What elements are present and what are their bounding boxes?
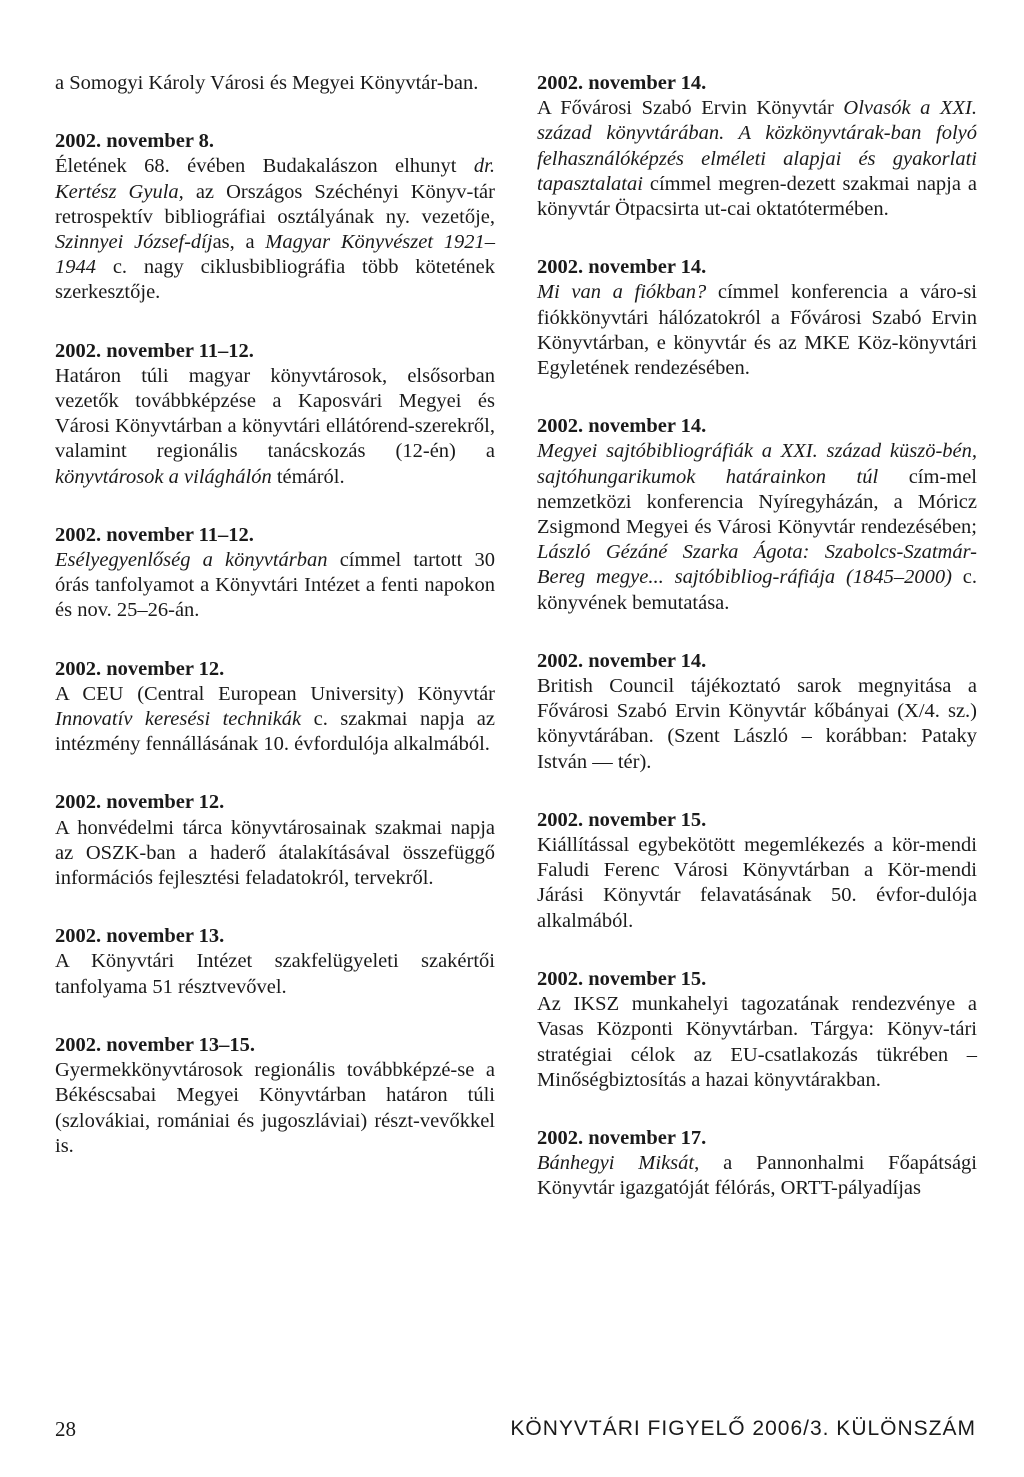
entry-text (55, 682, 495, 758)
entry-date: 2002. november 14. (537, 415, 707, 438)
chronology-entry (537, 808, 977, 934)
chronology-entry (537, 255, 977, 381)
right-entries (537, 71, 977, 1202)
entry-text (55, 816, 495, 892)
entry-italic-text: Bánhegyi Miksát (537, 1152, 695, 1175)
entry-text (537, 992, 977, 1093)
entry-italic-text: Magyar Könyvészet 1921–1944 (55, 231, 495, 279)
entry-date: 2002. november 12. (55, 657, 225, 680)
entry-date: 2002. november 12. (55, 791, 225, 814)
entry-text-run: címmel megren-dezett szakmai napja a könyvtár Ötpacsirta ut-cai oktatótermében. (537, 172, 977, 221)
entry-italic-text: Esélyegyenlőség a könyvtárban (55, 549, 328, 572)
entry-text-run: British Council tájékoztató sarok megnyitása a Fővárosi Szabó Ervin Könyvtár kőbányai (X/4. sz.) könyvtárában. (Szent László – korábban: Pataky István — tér). (537, 675, 977, 773)
entry-italic-text: könyvtárosok a világhálón (55, 465, 272, 488)
entry-date: 2002. november 13–15. (55, 1033, 256, 1056)
entry-text-run: c. könyvének bemutatása. (537, 566, 977, 614)
chronology-entry (55, 129, 495, 305)
entry-text (55, 949, 495, 999)
entry-text-run: , a Pannonhalmi Főapátsági Könyvtár igazgatóját félórás, ORTT-pályadíjas (537, 1152, 977, 1200)
entry-italic-text: Olvasók a XXI. század könyvtárában. A közkönyvtárak-ban folyó felhasználóképzés elméleti alapjai és gyakorlati tapasztalatai (537, 97, 977, 195)
entry-text-run: címmel tartott 30 órás tanfolyamot a Könyvtári Intézet a fenti napokon és nov. 25–26-án. (55, 549, 495, 622)
entry-text (537, 674, 977, 775)
entry-text (55, 154, 495, 305)
chronology-entry (55, 790, 495, 891)
entry-italic-text: László Gézáné Szarka Ágota: Szabolcs-Szatmár-Bereg megye... sajtóbibliog-ráfiája (1845–2000) (537, 541, 977, 589)
chronology-entry (55, 1033, 495, 1159)
chronology-entry (537, 967, 977, 1093)
entry-text-run: Határon túli magyar könyvtárosok, elsősorban vezetők továbbképzése a Kaposvári Megyei és Városi Könyvtárban a könyvtári ellátórend-szerekről, valamint regionális tanácskozás (12-én) a (55, 364, 495, 463)
entry-date: 2002. november 14. (537, 72, 707, 94)
entry-text-run: A CEU (Central European University) Könyvtár (55, 682, 495, 705)
entry-text-run: témáról. (271, 465, 345, 488)
chronology-entry (537, 1126, 977, 1202)
journal-title: KÖNYVTÁRI FIGYELŐ 2006/3. KÜLÖNSZÁM (510, 1417, 976, 1440)
entry-italic-text: Szinnyei József-díj (55, 231, 213, 254)
entry-text-run: Kiállítással egybekötött megemlékezés a kör-mendi Faludi Ferenc Városi Könyvtárban a Kör-mendi Járási Könyvtár felavatásának 50. évfor-dulója alkalmából. (537, 834, 977, 932)
entry-text (537, 280, 977, 381)
entry-text (55, 364, 495, 490)
left-column (55, 71, 495, 1192)
entry-text-run: A honvédelmi tárca könyvtárosainak szakmai napja az OSZK-ban a haderő átalakításával összefüggő információs fejlesztési feladatokról, tervekről. (55, 816, 495, 890)
entry-text (55, 548, 495, 624)
chronology-entry (55, 924, 495, 1000)
entry-text (537, 1151, 977, 1201)
entry-text-run: A Könyvtári Intézet szakfelügyeleti szakértői tanfolyama 51 résztvevővel. (55, 950, 495, 998)
entry-date: 2002. november 14. (537, 256, 707, 279)
entry-text-run: Az IKSZ munkahelyi tagozatának rendezvénye a Vasas Központi Könyvtárban. Tárgya: Könyv-tári stratégiai célok az EU-csatlakozás tükrében – Minőségbiztosítás a hazai könyvtárakban. (537, 993, 977, 1091)
entry-italic-text: Megyei sajtóbibliográfiák a XXI. század küszö-bén, sajtóhungarikumok határainkon túl (537, 440, 977, 488)
entry-date: 2002. november 14. (537, 649, 707, 672)
entry-text-run: c. nagy ciklusbibliográfia több kötetének szerkesztője. (55, 256, 495, 304)
intro-text: a Somogyi Károly Városi és Megyei Könyvtár-ban. (55, 72, 479, 94)
entry-text (55, 1058, 495, 1159)
chronology-entry (537, 71, 977, 222)
right-column (537, 71, 977, 1235)
entry-text-run: Életének 68. évében Budakalászon elhunyt (55, 155, 474, 178)
entry-date: 2002. november 13. (55, 925, 225, 948)
entry-italic-text: Mi van a fiókban? (537, 281, 707, 304)
chronology-entry (55, 339, 495, 490)
left-entries (55, 129, 495, 1159)
entry-text-run: az Országos Széchényi Könyv-tár retrospektív bibliográfiai osztályának ny. vezetője, (55, 180, 495, 228)
chronology-entry (55, 657, 495, 758)
entry-text-run: címmel konferencia a váro-si fiókkönyvtári hálózatokról a Fővárosi Szabó Ervin Könyvtárban, e könyvtár és az MKE Köz-könyvtári Egyletének rendezésében. (537, 281, 977, 380)
entry-text-run: cím-mel nemzetközi konferencia Nyíregyházán, a Móricz Zsigmond Megyei és Városi Könyvtár rendezésében; (537, 465, 978, 539)
intro-paragraph (55, 71, 495, 96)
entry-italic-text: dr. Kertész Gyula, (55, 155, 495, 203)
entry-text-run: as, a (212, 231, 266, 254)
chronology-entry (537, 414, 977, 616)
entry-text (537, 439, 977, 615)
entry-text-run: Gyermekkönyvtárosok regionális továbbképzé-se a Békéscsabai Megyei Könyvtárban határon túli (szlovákiai, romániai és jugoszláviai) részt-vevőkkel is. (55, 1059, 495, 1157)
page-number: 28 (55, 1417, 76, 1441)
entry-date: 2002. november 17. (537, 1126, 707, 1149)
chronology-entry (55, 523, 495, 624)
entry-text (537, 833, 977, 934)
entry-text-run: A Fővárosi Szabó Ervin Könyvtár (537, 97, 844, 120)
entry-date: 2002. november 15. (537, 967, 707, 990)
chronology-entry (537, 649, 977, 775)
entry-date: 2002. november 11–12. (55, 523, 254, 546)
entry-text-run: c. szakmai napja az intézmény fennállásának 10. évfordulója alkalmából. (55, 708, 496, 756)
entry-italic-text: Innovatív keresési technikák (55, 708, 302, 731)
entry-date: 2002. november 8. (55, 130, 215, 153)
entry-text (537, 96, 977, 222)
entry-date: 2002. november 15. (537, 808, 707, 831)
entry-date: 2002. november 11–12. (55, 339, 254, 362)
